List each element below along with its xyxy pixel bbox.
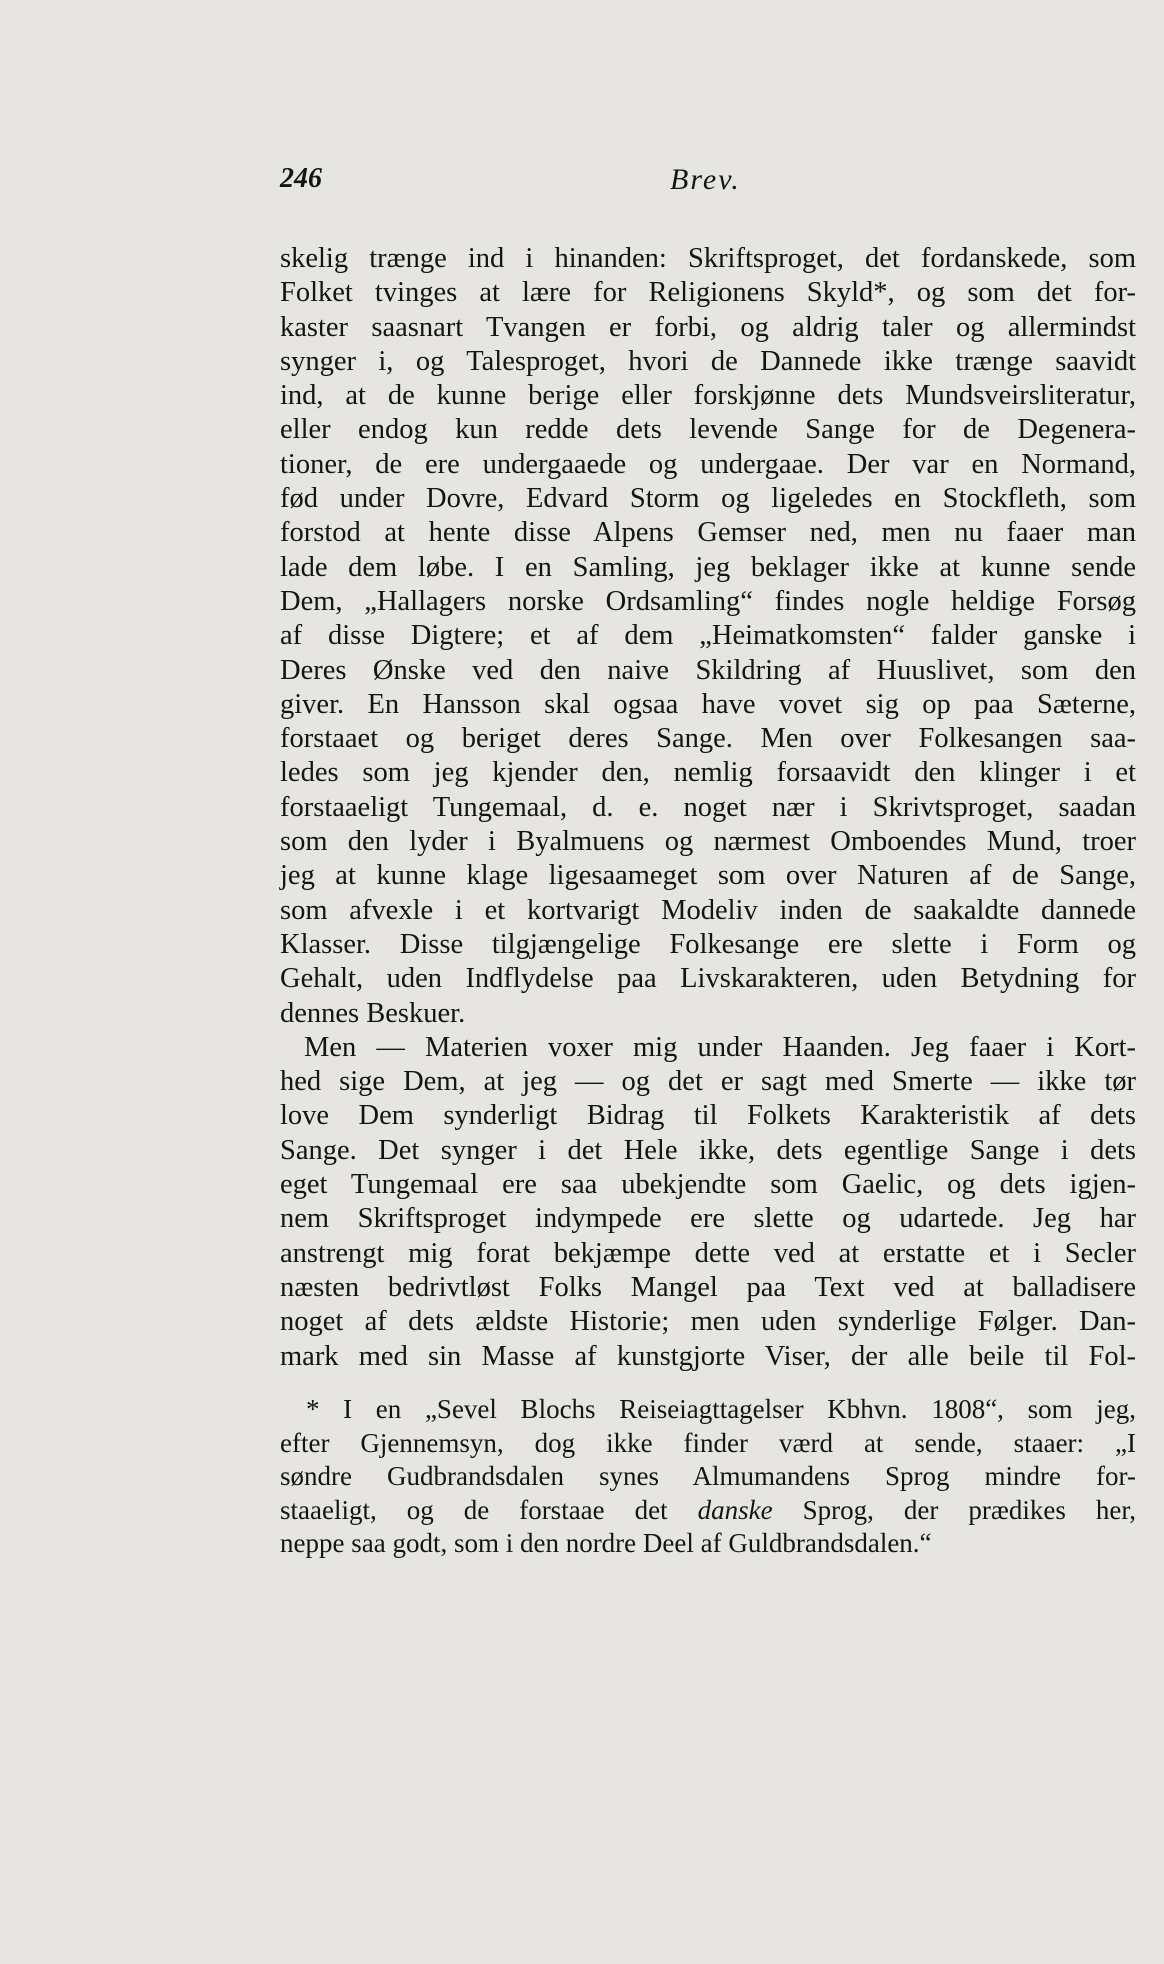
text-line: som afvexle i et kortvarigt Modeliv inden de saakaldte dannede	[280, 894, 1136, 926]
footnote-text: staaeligt, og de forstaae det	[280, 1494, 698, 1525]
text-line: næsten bedrivtløst Folks Mangel paa Text ved at balladisere	[280, 1271, 1136, 1303]
text-line: Dem, „Hallagers norske Ordsamling“ findes nogle heldige Forsøg	[280, 585, 1136, 617]
body-text	[280, 242, 1136, 1374]
text-line: forstaaet og beriget deres Sange. Men over Folkesangen saa-	[280, 723, 1136, 755]
text-line: ledes som jeg kjender den, nemlig forsaavidt den klinger i et	[280, 757, 1136, 789]
footnote-line	[280, 1494, 1136, 1528]
text-line: nem Skriftsproget indympede ere slette og udartede. Jeg har	[280, 1203, 1136, 1235]
text-line: kaster saasnart Tvangen er forbi, og aldrig taler og allermindst	[280, 311, 1136, 343]
text-line: dennes Beskuer.	[280, 997, 466, 1029]
text-line: love Dem synderligt Bidrag til Folkets Karakteristik af dets	[280, 1100, 1136, 1132]
footnote	[280, 1393, 1136, 1561]
text-line: Sange. Det synger i det Hele ikke, dets egentlige Sange i dets	[280, 1134, 1136, 1166]
text-line: synger i, og Talesproget, hvori de Dannede ikke trænge saavidt	[280, 345, 1136, 377]
footnote-line: neppe saa godt, som i den nordre Deel af Guldbrandsdalen.“	[280, 1528, 932, 1558]
text-line: skelig trænge ind i hinanden: Skriftsproget, det fordanskede, som	[280, 243, 1136, 274]
text-line: anstrengt mig forat bekjæmpe dette ved at erstatte et i Secler	[280, 1237, 1136, 1269]
text-line: Deres Ønske ved den naive Skildring af Huuslivet, som den	[280, 654, 1136, 686]
running-title: Brev.	[670, 163, 741, 196]
text-line: fød under Dovre, Edvard Storm og ligeledes en Stockfleth, som	[280, 483, 1136, 515]
footnote-italic-word: danske	[697, 1494, 773, 1525]
text-line: lade dem løbe. I en Samling, jeg beklager ikke at kunne sende	[280, 551, 1136, 583]
text-line: Folket tvinges at lære for Religionens Skyld*, og som det for-	[280, 277, 1136, 309]
page-header	[280, 163, 1136, 207]
footnote-text: Sprog, der prædikes her,	[772, 1494, 1136, 1525]
text-line: eget Tungemaal ere saa ubekjendte som Gaelic, og dets igjen-	[280, 1169, 1136, 1201]
text-line: tioner, de ere undergaaede og undergaae. Der var en Normand,	[280, 448, 1136, 480]
page-number: 246	[280, 163, 322, 194]
text-line: jeg at kunne klage ligesaameget som over Naturen af de Sange,	[280, 860, 1136, 892]
text-line: Gehalt, uden Indflydelse paa Livskarakteren, uden Betydning for	[280, 963, 1136, 995]
text-line: af disse Digtere; et af dem „Heimatkomsten“ falder ganske i	[280, 620, 1136, 652]
footnote-line: * I en „Sevel Blochs Reiseiagttagelser Kbhvn. 1808“, som jeg,	[306, 1394, 1136, 1424]
text-line: forstod at hente disse Alpens Gemser ned, men nu faaer man	[280, 517, 1136, 549]
paragraph-first-line: Men — Materien voxer mig under Haanden. Jeg faaer i Kort-	[304, 1031, 1136, 1063]
text-line: noget af dets ældste Historie; men uden synderlige Følger. Dan-	[280, 1306, 1136, 1338]
text-line: Klasser. Disse tilgjængelige Folkesange ere slette i Form og	[280, 928, 1136, 960]
text-line: mark med sin Masse af kunstgjorte Viser, der alle beile til Fol-	[280, 1340, 1136, 1372]
footnote-line: søndre Gudbrandsdalen synes Almumandens Sprog mindre for-	[280, 1461, 1136, 1491]
text-line: som den lyder i Byalmuens og nærmest Omboendes Mund, troer	[280, 826, 1136, 858]
text-line: eller endog kun redde dets levende Sange for de Degenera-	[280, 414, 1136, 446]
text-line: forstaaeligt Tungemaal, d. e. noget nær i Skrivtsproget, saadan	[280, 791, 1136, 823]
footnote-line: efter Gjennemsyn, dog ikke finder værd at sende, staaer: „I	[280, 1427, 1136, 1458]
text-line: hed sige Dem, at jeg — og det er sagt med Smerte — ikke tør	[280, 1066, 1136, 1098]
text-line: ind, at de kunne berige eller forskjønne dets Mundsveirsliteratur,	[280, 380, 1136, 412]
text-line: giver. En Hansson skal ogsaa have vovet sig op paa Sæterne,	[280, 688, 1136, 720]
